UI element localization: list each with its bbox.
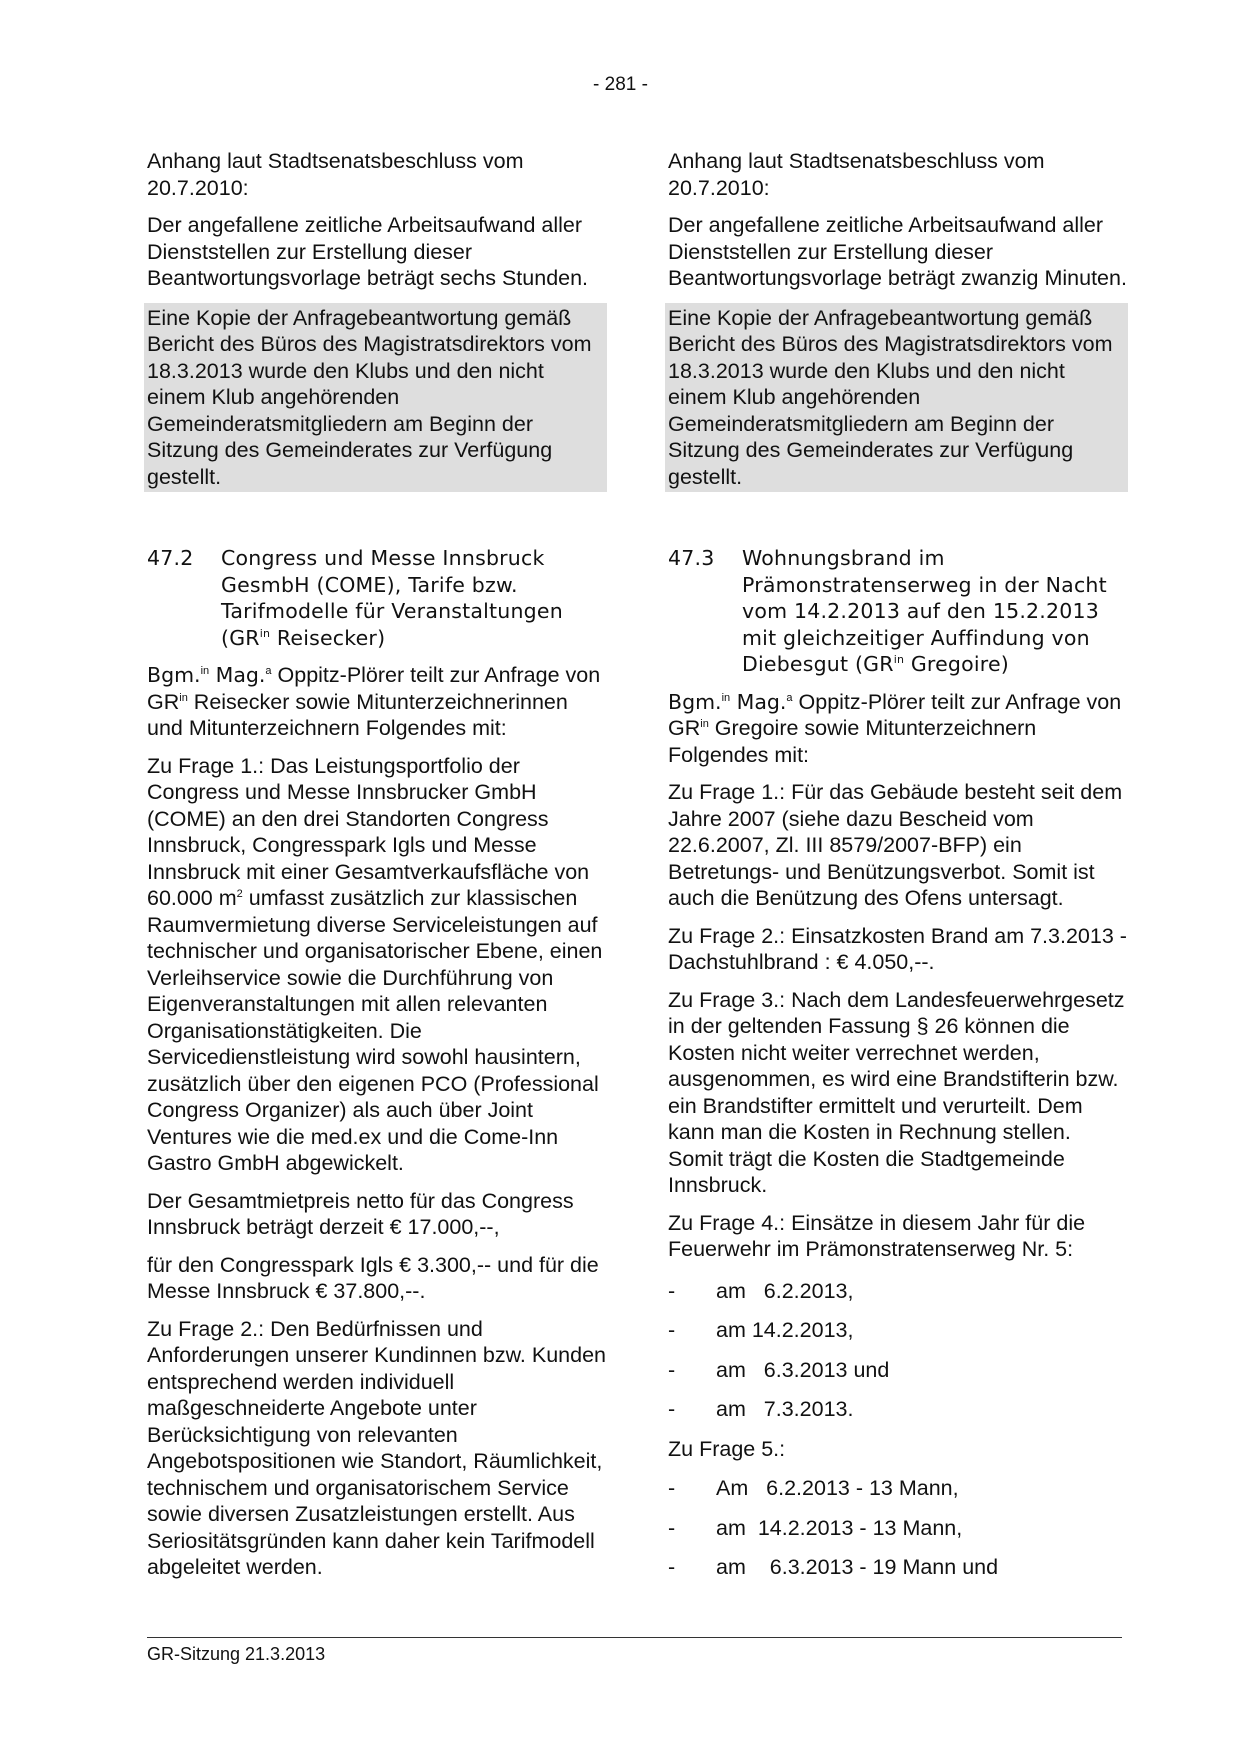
section-number: 47.2 [147, 546, 194, 570]
right-column [668, 148, 1128, 1594]
answer-5: Zu Frage 5.: [668, 1436, 786, 1461]
list-item: - am 7.3.2013. [668, 1397, 854, 1421]
list-item: - Am 6.2.2013 - 13 Mann, [668, 1476, 959, 1500]
list-item: - am 6.2.2013, [668, 1278, 854, 1303]
effort-note: Der angefallene zeitliche Arbeitsaufwand aller Dienststellen zur Erstellung dieser Beantwortungsvorlage beträgt sechs Stunden. [147, 213, 589, 290]
answer-2: Zu Frage 2.: Den Bedürfnissen und Anforderungen unserer Kundinnen bzw. Kunden entsprechend werden individuell maßgeschneiderte Angebote unter Berücksichtigung von relevanten Angebotspositionen wie Standort, Räumlichkeit, technischem und organisatorischem Service sowie diversen Zusatzleistungen erstellt. Aus Seriositätsgründen kann daher kein Tarifmodell abgeleitet werden. [147, 1316, 607, 1579]
price-paragraph-1: Der Gesamtmietpreis netto für das Congress Innsbruck beträgt derzeit € 17.000,--, [147, 1188, 574, 1239]
annex-note: Anhang laut Stadtsenatsbeschluss vom 20.7.2010: [147, 149, 524, 200]
footer-session: GR-Sitzung 21.3.2013 [147, 1644, 326, 1664]
copy-note-highlight: Eine Kopie der Anfragebeantwortung gemäß Bericht des Büros des Magistratsdirektors vom 18.3.2013 wurde den Klubs und den nicht einem Klub angehörenden Gemeinderatsmitgliedern am Beginn der Sitzung des Gemeinderates zur Verfügung gestellt. [144, 303, 607, 493]
answer-3: Zu Frage 3.: Nach dem Landesfeuerwehrgesetz in der geltenden Fassung § 26 können die Kosten nicht weiter verrechnet werden, ausgenommen, es wird eine Brandstifterin bzw. ein Brandstifter ermittelt und verurteilt. Dem kann man die Kosten in Rechnung stellen. Somit trägt die Kosten die Stadtgemeinde Innsbruck. [668, 987, 1125, 1197]
section-title: Congress und Messe Innsbruck GesmbH (COME), Tarife bzw. Tarifmodelle für Veranstaltungen ($GR^{in}$ Reisecker) [221, 546, 563, 650]
list-item: - am 6.3.2013 - 19 Mann und [668, 1555, 999, 1579]
list-item: - am 14.2.2013 - 13 Mann, [668, 1515, 963, 1540]
answer-2: Zu Frage 2.: Einsatzkosten Brand am 7.3.2013 - Dachstuhlbrand : € 4.050,--. [668, 923, 1127, 974]
copy-note-highlight: Eine Kopie der Anfragebeantwortung gemäß Bericht des Büros des Magistratsdirektors vom 18.3.2013 wurde den Klubs und den nicht einem Klub angehörenden Gemeinderatsmitgliedern am Beginn der Sitzung des Gemeinderates zur Verfügung gestellt. [665, 303, 1128, 493]
section-heading-47-3 [668, 545, 1128, 678]
footer-divider [147, 1637, 1122, 1638]
effort-note: Der angefallene zeitliche Arbeitsaufwand aller Dienststellen zur Erstellung dieser Beantwortungsvorlage beträgt zwanzig Minuten. [668, 213, 1127, 290]
answer-4: Zu Frage 4.: Einsätze in diesem Jahr für die Feuerwehr im Prämonstratenserweg Nr. 5: [668, 1210, 1086, 1261]
section-heading-47-2 [147, 545, 607, 651]
section-number: 47.3 [668, 546, 715, 570]
price-paragraph-2: für den Congresspark Igls € 3.300,-- und für die Messe Innsbruck € 37.800,--. [147, 1252, 599, 1303]
intro-paragraph: Bgm.$^{in}$ Mag.$^a$ Oppitz-Plörer teilt zur Anfrage von $GR^{in}$ Reisecker sowie Mitunterzeichnerinnen und Mitunterzeichnern Folgendes mit: [147, 663, 601, 740]
section-title: Wohnungsbrand im Prämonstratenserweg in der Nacht vom 14.2.2013 auf den 15.2.2013 mit gleichzeitiger Auffindung von Diebesgut ($GR^{in}$ Gregoire) [742, 546, 1107, 676]
answer-1: Zu Frage 1.: Für das Gebäude besteht seit dem Jahre 2007 (siehe dazu Bescheid vom 22.6.2007, Zl. III 8579/2007-BFP) ein Betretungs- und Benützungsverbot. Somit ist auch die Benützung des Ofens untersagt. [668, 780, 1123, 910]
list-item: - am 6.3.2013 und [668, 1357, 890, 1382]
left-column [147, 148, 607, 1592]
list-item: - am 14.2.2013, [668, 1318, 854, 1342]
page-number: - 281 - [593, 74, 648, 95]
intro-paragraph: Bgm.$^{in}$ Mag.$^a$ Oppitz-Plörer teilt zur Anfrage von $GR^{in}$ Gregoire sowie Mitunterzeichnern Folgendes mit: [668, 689, 1122, 767]
annex-note: Anhang laut Stadtsenatsbeschluss vom 20.7.2010: [668, 149, 1045, 200]
answer-1: Zu Frage 1.: Das Leistungsportfolio der Congress und Messe Innsbrucker GmbH (COME) an den drei Standorten Congress Innsbruck, Congresspark Igls und Messe Innsbruck mit einer Gesamtverkaufsfläche von 60.000 $m^2$ umfasst zusätzlich zur klassischen Raumvermietung diverse Serviceleistungen auf technischer und organisatorischer Ebene, einen Verleihservice sowie die Durchführung von Eigenveranstaltungen mit allen relevanten Organisationstätigkeiten. Die Servicedienstleistung wird sowohl hausintern, zusätzlich über den eigenen PCO (Professional Congress Organizer) als auch über Joint Ventures wie die med.ex und die Come-Inn Gastro GmbH abgewickelt. [147, 753, 603, 1175]
